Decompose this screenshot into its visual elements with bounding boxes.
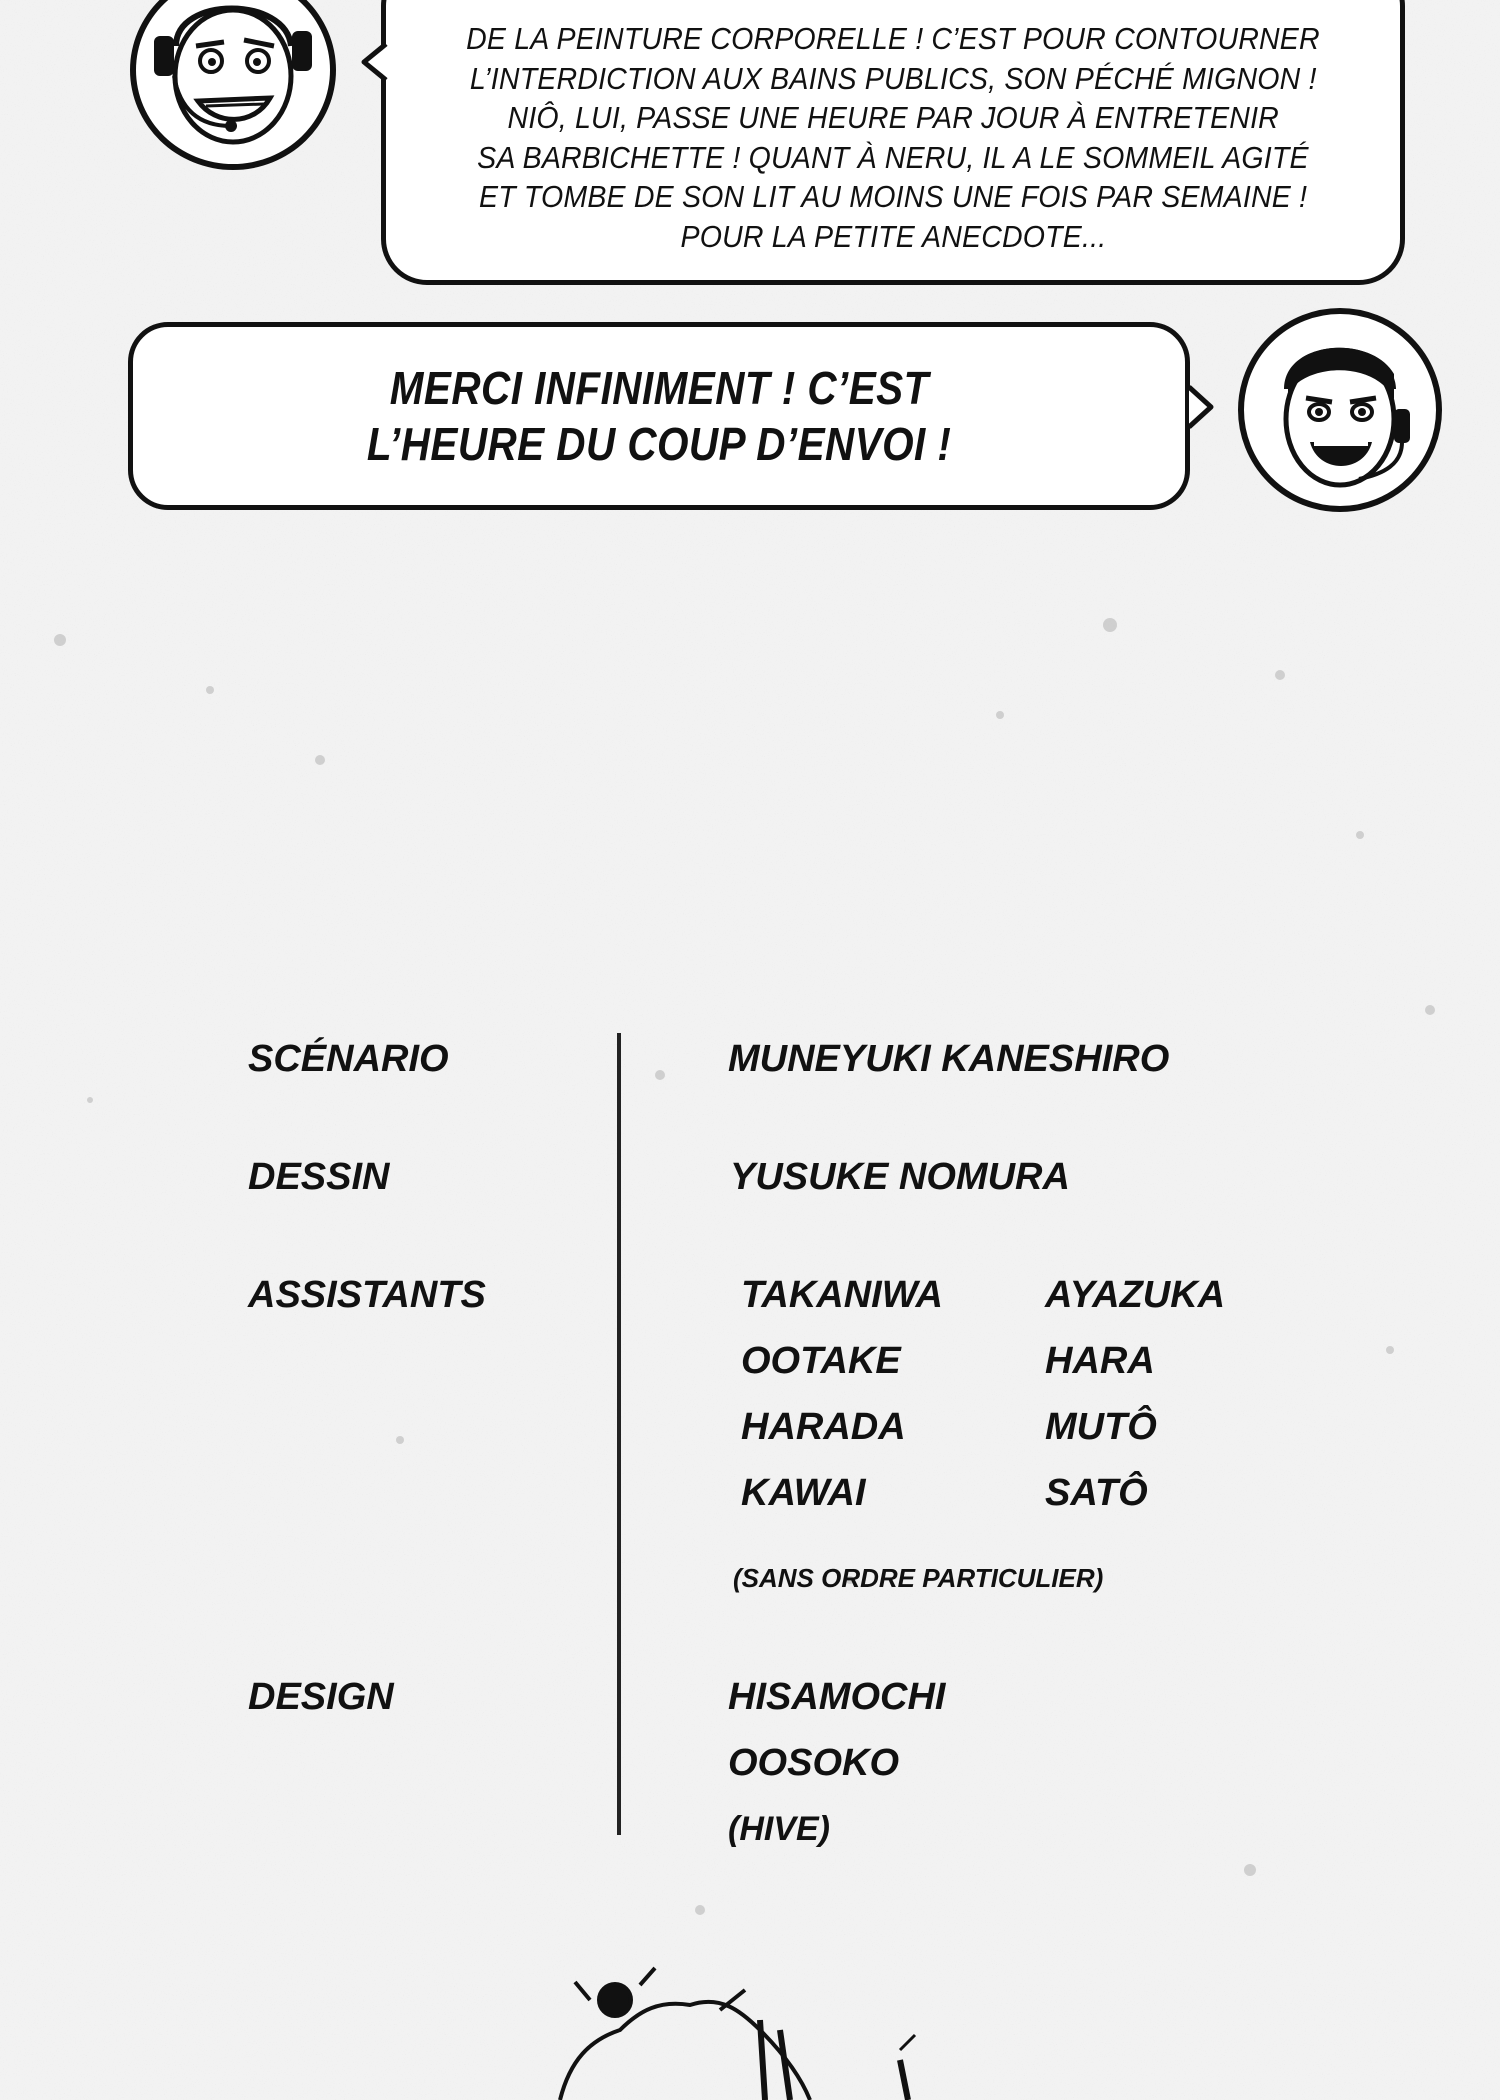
credit-role-design: DESIGN [248, 1676, 394, 1718]
assistant-name: HARADA [741, 1406, 906, 1448]
credit-role-assistants: ASSISTANTS [248, 1274, 486, 1316]
speech-bubble-top-line: SA BARBICHETTE ! QUANT À NERU, IL A LE SOMMEIL AGITÉ [477, 139, 1309, 175]
speech-bubble-top-line: DE LA PEINTURE CORPORELLE ! C’EST POUR CONTOURNER [466, 21, 1320, 56]
assistant-name: HARA [1045, 1340, 1155, 1382]
speech-bubble-top-line: ET TOMBE DE SON LIT AU MOINS UNE FOIS PAR SEMAINE ! [478, 179, 1308, 214]
design-name: HISAMOCHI [728, 1676, 946, 1718]
assistant-name: OOTAKE [741, 1340, 901, 1382]
credit-role-dessin: DESSIN [248, 1156, 390, 1198]
speech-bubble-top-line: POUR LA PETITE ANECDOTE... [680, 218, 1106, 254]
credits-divider [617, 1033, 621, 1835]
design-name: (HIVE) [728, 1810, 830, 1848]
speech-bubble-top-line: L’INTERDICTION AUX BAINS PUBLICS, SON PÉCHÉ MIGNON ! [469, 60, 1317, 96]
credit-name-dessin: YUSUKE NOMURA [730, 1156, 1070, 1198]
credit-role-scenario: SCÉNARIO [248, 1038, 449, 1080]
assistant-name: TAKANIWA [741, 1274, 943, 1316]
credit-name-scenario: MUNEYUKI KANESHIRO [728, 1038, 1170, 1080]
assistant-name: AYAZUKA [1045, 1274, 1226, 1316]
assistant-name: KAWAI [741, 1472, 866, 1514]
speech-bubble-bottom-line: MERCI INFINIMENT ! C’EST [389, 362, 929, 414]
assistant-name: MUTÔ [1045, 1406, 1157, 1448]
assistants-order-note: (SANS ORDRE PARTICULIER) [733, 1563, 1104, 1593]
design-name: OOSOKO [728, 1742, 900, 1784]
speech-bubble-top-line: NIÔ, LUI, PASSE UNE HEURE PAR JOUR À ENTRETENIR [507, 100, 1279, 135]
speech-bubble-bottom-line: L’HEURE DU COUP D’ENVOI ! [366, 418, 952, 470]
assistant-name: SATÔ [1045, 1472, 1148, 1514]
